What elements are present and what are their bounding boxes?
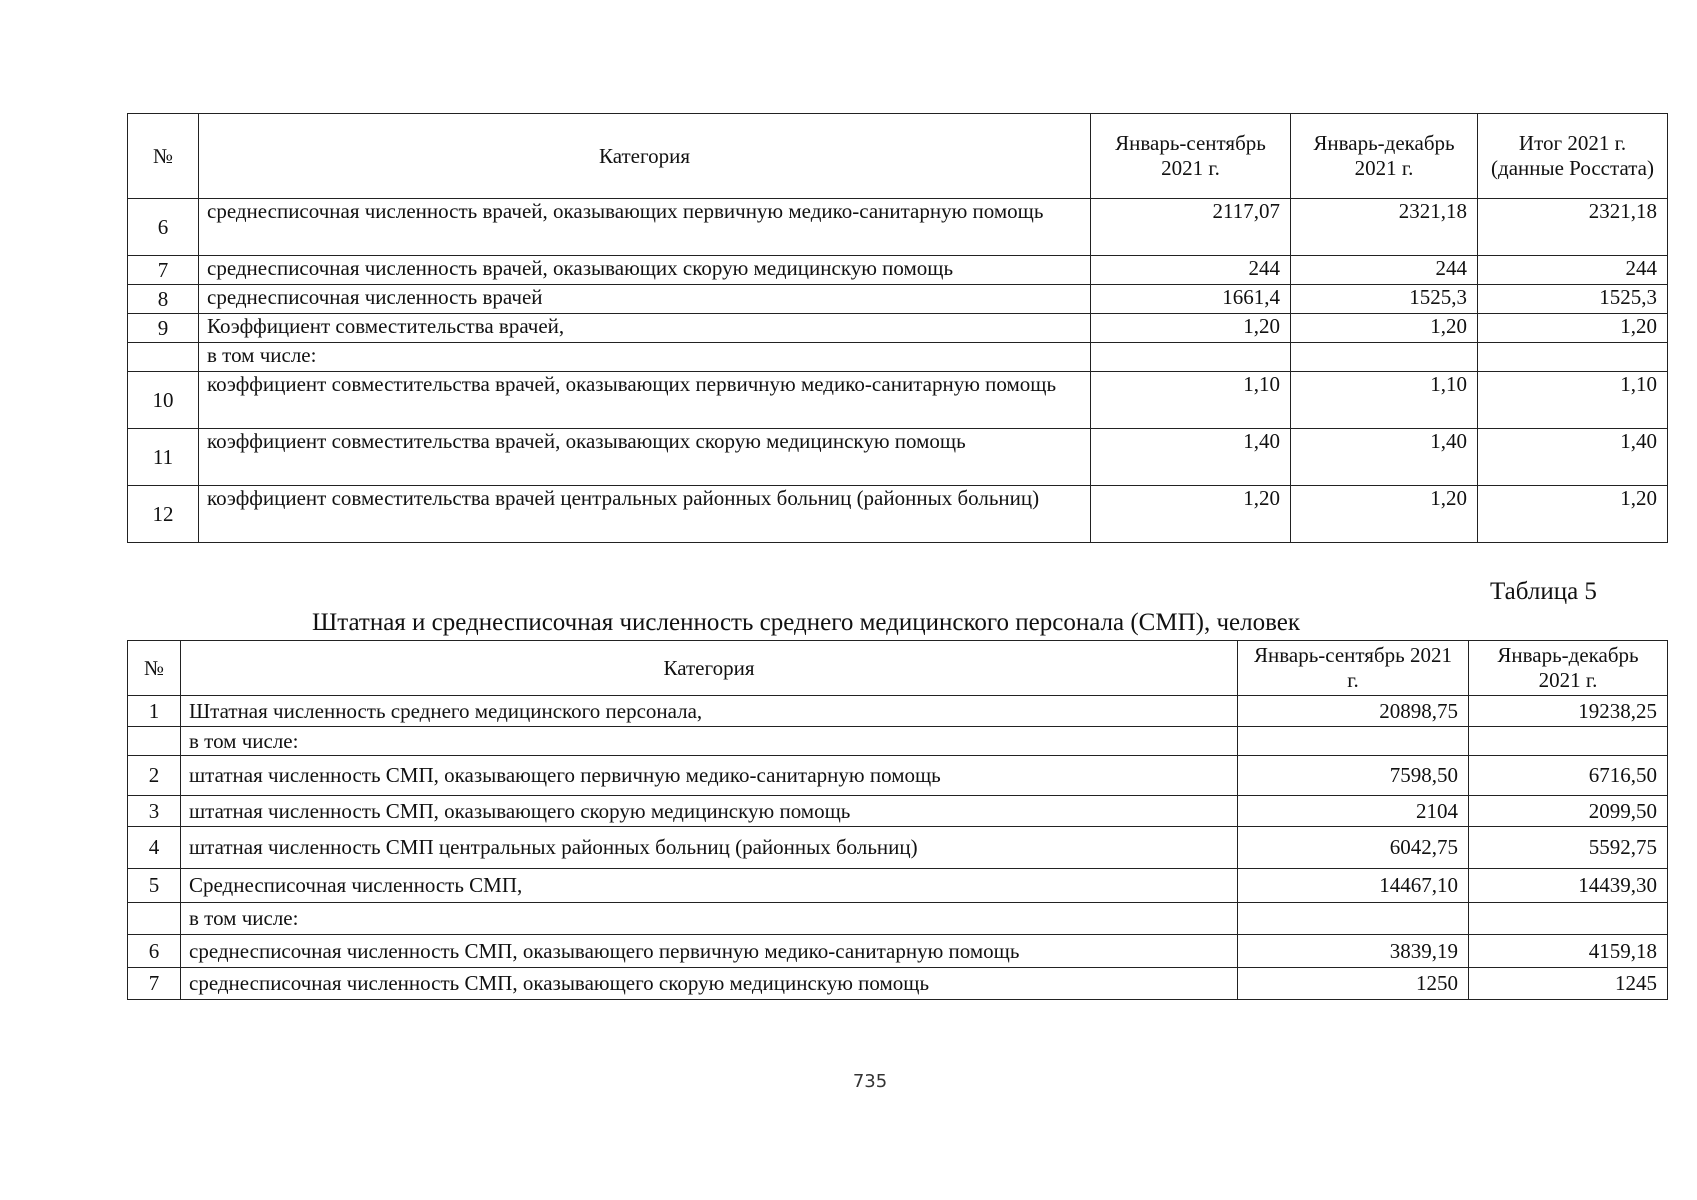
row-category: среднесписочная численность СМП, оказывающего первичную медико-санитарную помощь: [181, 935, 1238, 968]
row-number: 5: [128, 869, 181, 903]
row-category: штатная численность СМП, оказывающего скорую медицинскую помощь: [181, 796, 1238, 827]
row-value-jan-dec: [1291, 343, 1478, 372]
row-value-total: [1478, 343, 1668, 372]
row-value-jan-sep: 20898,75: [1238, 696, 1469, 727]
header-jan-sep: Январь-сентябрь 2021 г.: [1091, 114, 1291, 199]
header-jan-dec: Январь-декабрь 2021 г.: [1469, 641, 1668, 696]
row-category: в том числе:: [181, 727, 1238, 756]
row-number: 7: [128, 256, 199, 285]
row-category: в том числе:: [199, 343, 1091, 372]
row-category: Среднесписочная численность СМП,: [181, 869, 1238, 903]
row-number: 7: [128, 968, 181, 1000]
row-number: 3: [128, 796, 181, 827]
row-value-total: 244: [1478, 256, 1668, 285]
row-number: [128, 903, 181, 935]
table-row: [128, 727, 1668, 756]
row-number: [128, 343, 199, 372]
row-value-jan-sep: [1238, 727, 1469, 756]
table-row: [128, 696, 1668, 727]
row-value-jan-dec: 1,10: [1291, 372, 1478, 429]
row-value-jan-dec: [1469, 903, 1668, 935]
row-value-total: 1,20: [1478, 486, 1668, 543]
row-number: 4: [128, 827, 181, 869]
row-category: среднесписочная численность врачей, оказывающих скорую медицинскую помощь: [199, 256, 1091, 285]
row-value-total: 1,20: [1478, 314, 1668, 343]
row-number: 12: [128, 486, 199, 543]
row-value-jan-sep: 7598,50: [1238, 756, 1469, 796]
table-row: [128, 372, 1668, 429]
row-category: среднесписочная численность врачей: [199, 285, 1091, 314]
row-category: Штатная численность среднего медицинского персонала,: [181, 696, 1238, 727]
table-row: [128, 796, 1668, 827]
row-category: среднесписочная численность СМП, оказывающего скорую медицинскую помощь: [181, 968, 1238, 1000]
nurses-table: [127, 640, 1668, 1000]
row-category: штатная численность СМП центральных районных больниц (районных больниц): [181, 827, 1238, 869]
row-number: 2: [128, 756, 181, 796]
row-category: коэффициент совместительства врачей, оказывающих скорую медицинскую помощь: [199, 429, 1091, 486]
row-value-jan-sep: 1,10: [1091, 372, 1291, 429]
table-row: [128, 199, 1668, 256]
page-number: 735: [852, 1071, 888, 1092]
row-category: Коэффициент совместительства врачей,: [199, 314, 1091, 343]
table-header-row: [128, 114, 1668, 199]
row-number: [128, 727, 181, 756]
row-value-jan-sep: 1661,4: [1091, 285, 1291, 314]
row-number: 8: [128, 285, 199, 314]
row-value-jan-sep: 1,20: [1091, 314, 1291, 343]
row-value-jan-dec: 5592,75: [1469, 827, 1668, 869]
row-number: 6: [128, 199, 199, 256]
table-row: [128, 869, 1668, 903]
row-number: 6: [128, 935, 181, 968]
doctors-table: [127, 113, 1668, 543]
header-jan-sep: Январь-сентябрь 2021 г.: [1238, 641, 1469, 696]
row-number: 1: [128, 696, 181, 727]
row-value-jan-dec: 1245: [1469, 968, 1668, 1000]
row-number: 10: [128, 372, 199, 429]
row-value-total: 1,40: [1478, 429, 1668, 486]
table-row: [128, 429, 1668, 486]
row-value-jan-dec: 1525,3: [1291, 285, 1478, 314]
table-row: [128, 827, 1668, 869]
table-row: [128, 314, 1668, 343]
row-value-jan-dec: 244: [1291, 256, 1478, 285]
row-value-jan-sep: 1250: [1238, 968, 1469, 1000]
table-label: Таблица 5: [1490, 578, 1597, 605]
row-value-jan-dec: 1,40: [1291, 429, 1478, 486]
header-num: №: [128, 114, 199, 199]
row-category: коэффициент совместительства врачей центральных районных больниц (районных больниц): [199, 486, 1091, 543]
row-value-jan-dec: 1,20: [1291, 314, 1478, 343]
row-value-jan-sep: [1238, 903, 1469, 935]
row-category: штатная численность СМП, оказывающего первичную медико-санитарную помощь: [181, 756, 1238, 796]
table-row: [128, 486, 1668, 543]
header-num: №: [128, 641, 181, 696]
header-category: Категория: [199, 114, 1091, 199]
row-value-jan-sep: 3839,19: [1238, 935, 1469, 968]
row-value-total: 1,10: [1478, 372, 1668, 429]
table-row: [128, 285, 1668, 314]
row-value-jan-sep: 1,20: [1091, 486, 1291, 543]
table-row: [128, 968, 1668, 1000]
row-value-jan-dec: 14439,30: [1469, 869, 1668, 903]
row-value-jan-sep: 6042,75: [1238, 827, 1469, 869]
row-category: в том числе:: [181, 903, 1238, 935]
row-value-jan-dec: 4159,18: [1469, 935, 1668, 968]
table-row: [128, 256, 1668, 285]
row-category: среднесписочная численность врачей, оказывающих первичную медико-санитарную помощь: [199, 199, 1091, 256]
row-value-jan-dec: 6716,50: [1469, 756, 1668, 796]
row-number: 11: [128, 429, 199, 486]
row-value-jan-sep: 14467,10: [1238, 869, 1469, 903]
table-header-row: [128, 641, 1668, 696]
table-row: [128, 903, 1668, 935]
table-row: [128, 343, 1668, 372]
header-jan-dec: Январь-декабрь 2021 г.: [1291, 114, 1478, 199]
table-title: Штатная и среднесписочная численность среднего медицинского персонала (СМП), человек: [312, 609, 1300, 636]
table-row: [128, 935, 1668, 968]
row-value-total: 1525,3: [1478, 285, 1668, 314]
row-value-jan-dec: [1469, 727, 1668, 756]
row-value-jan-sep: 1,40: [1091, 429, 1291, 486]
row-value-jan-sep: 2104: [1238, 796, 1469, 827]
header-total-rosstat: Итог 2021 г. (данные Росстата): [1478, 114, 1668, 199]
row-number: 9: [128, 314, 199, 343]
row-category: коэффициент совместительства врачей, оказывающих первичную медико-санитарную помощь: [199, 372, 1091, 429]
row-value-jan-sep: [1091, 343, 1291, 372]
row-value-jan-sep: 2117,07: [1091, 199, 1291, 256]
header-category: Категория: [181, 641, 1238, 696]
row-value-jan-dec: 2099,50: [1469, 796, 1668, 827]
row-value-jan-dec: 1,20: [1291, 486, 1478, 543]
table-row: [128, 756, 1668, 796]
row-value-jan-sep: 244: [1091, 256, 1291, 285]
row-value-jan-dec: 2321,18: [1291, 199, 1478, 256]
row-value-total: 2321,18: [1478, 199, 1668, 256]
row-value-jan-dec: 19238,25: [1469, 696, 1668, 727]
